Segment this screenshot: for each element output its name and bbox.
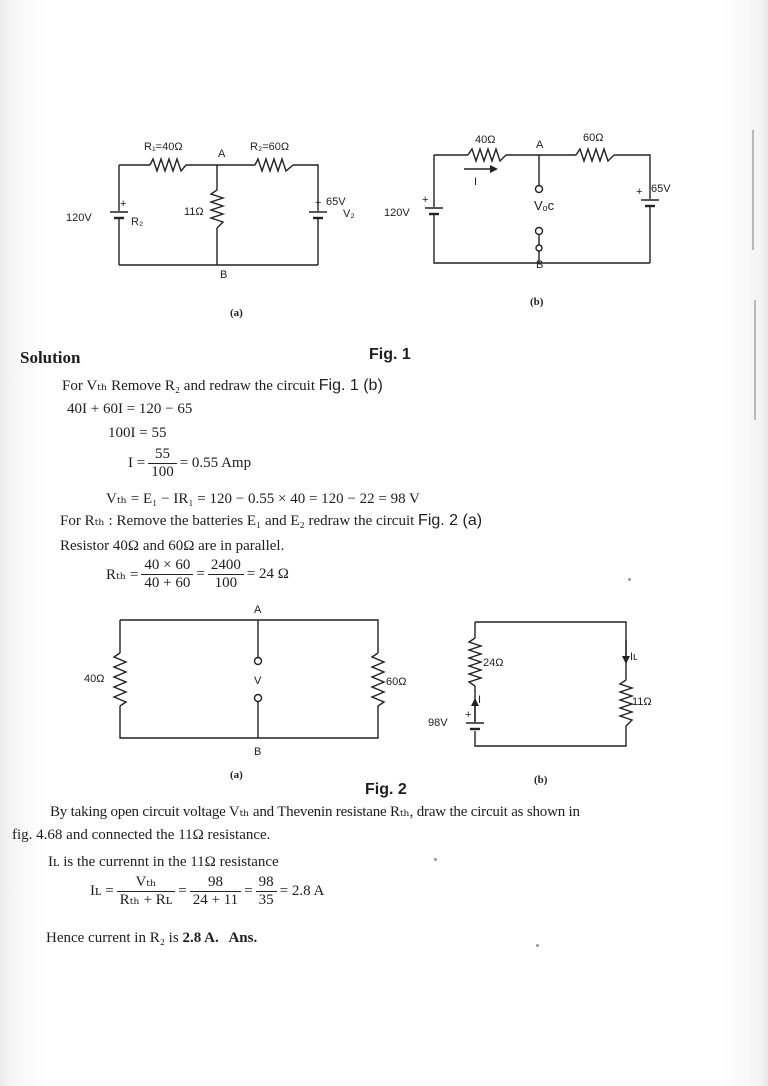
line-for-rth [60, 512, 482, 530]
fraction-denominator: 40 + 60 [144, 575, 191, 591]
speck [434, 858, 437, 861]
fig1a-r1-resistor [150, 159, 186, 171]
fig2b-24ohm-label: 24Ω [483, 657, 504, 669]
fig1a-r1-label: R₁=40Ω [144, 141, 183, 153]
fig2a-node-b: B [254, 746, 262, 758]
fig1a-11ohm-label: 11Ω [184, 206, 204, 218]
fig2a-40ohm-resistor [114, 653, 126, 706]
equation-load-current [90, 874, 324, 909]
fig1b-current-label: I [474, 176, 478, 188]
fig1b-voc-label: Vₒᴄ [534, 198, 555, 213]
fig2a-v-label: V [254, 675, 262, 687]
fig1a-circuit [60, 135, 380, 325]
fig2b-load-current-arrow [622, 640, 630, 664]
fig1b-reference: Fig. 1 (b) [318, 377, 383, 394]
fig1b-src1-label: 120V [384, 207, 410, 219]
equation-rth [106, 557, 289, 592]
final-answer-ans: Ans. [228, 930, 258, 946]
fraction-numerator: 2400 [208, 557, 244, 575]
fig1a-src2-label: 65V [326, 196, 346, 208]
fig1b-node-b: B [536, 259, 544, 271]
fig2b-src-label: 98V [428, 717, 448, 729]
fraction-numerator: 98 [256, 874, 277, 892]
fig1b-terminal-a [536, 186, 543, 193]
fig1b-plus-right: + [636, 186, 643, 198]
fig2a-circuit [70, 598, 410, 783]
fig1b-current-arrow [464, 165, 498, 173]
fraction-98-over-24-11 [190, 874, 241, 909]
fig1b-40ohm-resistor [468, 149, 506, 161]
equation-kvl: 40I + 60I = 120 − 65 [67, 401, 193, 417]
fig1a-src1-name: R₂ [131, 216, 144, 228]
fig1b-40ohm-label: 40Ω [475, 134, 496, 146]
fig1b-node-a: A [536, 139, 544, 151]
equation-rth-lhs: Rₜₕ = [106, 567, 139, 583]
fig2a-wires [120, 620, 378, 738]
final-answer-text: Hence current in R₂ is [46, 930, 179, 946]
fig1a-plus-right: + [315, 197, 322, 209]
fig2b-wires [475, 622, 626, 746]
fig1a-src1-label: 120V [66, 212, 92, 224]
fraction-numerator: Vₜₕ [117, 874, 176, 892]
paragraph-line-3: Iʟ is the currennt in the 11Ω resistance [48, 854, 279, 870]
fig1-label: Fig. 1 [369, 346, 411, 363]
fig2b-circuit [420, 600, 670, 785]
fig1a-src2-name: V₂ [343, 208, 355, 220]
line-parallel: Resistor 40Ω and 60Ω are in parallel. [60, 538, 285, 554]
fig2a-terminal-a [255, 658, 262, 665]
fig2a-caption: (a) [230, 769, 243, 781]
fig2a-60ohm-resistor [372, 653, 384, 706]
fraction-numerator: 40 × 60 [141, 557, 193, 575]
fig2b-plus: + [465, 709, 472, 721]
speck [536, 944, 539, 947]
fig2-label: Fig. 2 [365, 781, 407, 798]
line-for-vth [62, 377, 383, 395]
fig1a-node-a: A [218, 148, 226, 160]
page-edge-mark [754, 300, 756, 420]
fig1b-battery-left [425, 207, 443, 215]
fig1a-11ohm-resistor [211, 190, 223, 228]
equation-il-equals-2: = [244, 883, 253, 899]
equation-il-lhs: Iʟ = [90, 883, 114, 899]
fraction-denominator: 100 [151, 464, 174, 480]
solution-heading: Solution [20, 348, 81, 367]
paragraph-line-2: fig. 4.68 and connected the 11Ω resistance. [12, 827, 271, 843]
page-edge-mark [752, 130, 754, 250]
fig1a-node-b: B [220, 269, 228, 281]
fraction-98-over-35 [256, 874, 277, 909]
fig1a-caption: (a) [230, 307, 243, 319]
fraction-55-100 [148, 446, 177, 481]
fig1b-caption: (b) [530, 296, 544, 308]
final-answer-value: 2.8 A. [182, 930, 219, 946]
equation-rth-equals: = [196, 566, 205, 582]
fraction-denominator: 35 [258, 892, 274, 908]
fig1a-r2-resistor [255, 159, 293, 171]
fig2a-node-a: A [254, 604, 262, 616]
fraction-2400-100 [208, 557, 244, 592]
fig2a-reference: Fig. 2 (a) [418, 512, 483, 529]
fraction-denominator: 100 [214, 575, 238, 591]
fig2b-11ohm-label: 11Ω [632, 696, 652, 708]
fig1a-battery-left [110, 211, 128, 219]
equation-current-lhs: I = [128, 455, 146, 471]
fraction-denominator: Rₜₕ + Rʟ [119, 892, 173, 908]
fig2b-caption: (b) [534, 774, 548, 786]
fig2b-load-current-label: Iʟ [630, 651, 638, 663]
equation-100i: 100I = 55 [108, 425, 167, 441]
fig2a-60ohm-label: 60Ω [386, 676, 407, 688]
fig1a-battery-right [309, 211, 327, 219]
fraction-vth-over-sum [117, 874, 176, 909]
speck [628, 578, 631, 581]
fig1b-src2-label: 65V [651, 183, 671, 195]
fig1b-terminal-b [536, 228, 543, 235]
final-answer [46, 929, 257, 947]
fraction-numerator: 98 [190, 874, 241, 892]
fig1b-plus-left: + [422, 194, 429, 206]
fig2b-battery [466, 722, 484, 731]
fig2a-terminal-b [255, 695, 262, 702]
equation-il-equals-1: = [178, 883, 187, 899]
paragraph-line-1: By taking open circuit voltage Vₜₕ and Thevenin resistane Rₜₕ, draw the circuit as shown in [50, 804, 580, 820]
equation-rth-rhs: = 24 Ω [246, 566, 289, 582]
fig1a-plus-left: + [120, 198, 127, 210]
fig1a-r2-label: R₂=60Ω [250, 141, 290, 153]
equation-vth: Vₜₕ = E₁ − IR₁ = 120 − 0.55 × 40 = 120 − 22 = 98 V [106, 491, 420, 507]
fig2b-24ohm-resistor [469, 638, 481, 686]
fraction-product-sum [141, 557, 193, 592]
line-for-rth-text: For Rₜₕ : Remove the batteries E₁ and E₂ redraw the circuit [60, 513, 415, 529]
equation-current-rhs: = 0.55 Amp [179, 455, 252, 471]
fig1b-battery-right [641, 199, 659, 207]
fraction-denominator: 24 + 11 [192, 892, 239, 908]
equation-il-rhs: = 2.8 A [279, 883, 325, 899]
fig1b-60ohm-label: 60Ω [583, 132, 604, 144]
fig1b-circuit [380, 125, 700, 315]
fig1b-60ohm-resistor [576, 149, 614, 161]
fig2b-11ohm-resistor [620, 680, 632, 726]
fig1b-terminal-b2 [536, 245, 542, 251]
fig2b-current-label: I [478, 694, 482, 706]
equation-current [128, 446, 251, 481]
fraction-numerator: 55 [148, 446, 177, 464]
fig2a-40ohm-label: 40Ω [84, 673, 105, 685]
line-for-vth-text: For Vₜₕ Remove R₂ and redraw the circuit [62, 378, 315, 394]
